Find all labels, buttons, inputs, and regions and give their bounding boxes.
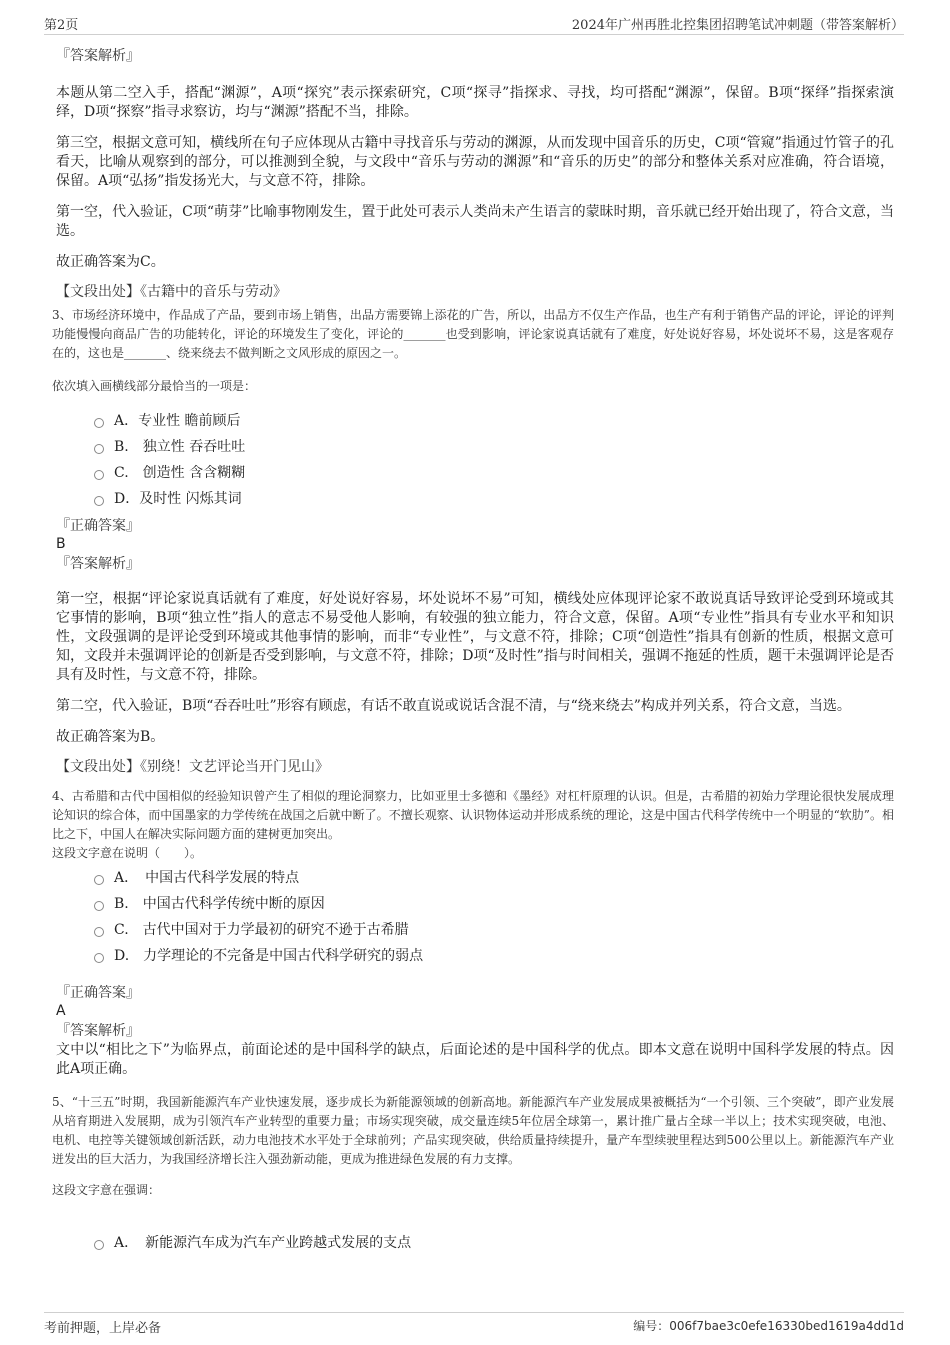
question-prompt: 这段文字意在强调：	[52, 1183, 161, 1197]
analysis-paragraph: 第一空，代入验证，C项“萌芽”比喻事物刚发生，置于此处可表示人类尚未产生语言的蒙昧时期，音乐就已经开始出现了，符合文意，当选。	[56, 204, 894, 239]
question-prompt: 依次填入画横线部分最恰当的一项是：	[52, 379, 257, 393]
radio-icon[interactable]	[94, 901, 104, 911]
page-footer	[44, 1312, 904, 1337]
answer-analysis-label: 『答案解析』	[56, 1023, 140, 1039]
option-a[interactable]: A． 中国古代科学发展的特点	[94, 865, 894, 891]
option-a[interactable]: A． 新能源汽车成为汽车产业跨越式发展的支点	[94, 1230, 894, 1256]
options-list	[56, 408, 894, 512]
page-number: 第2页	[44, 18, 79, 33]
document-code: 编号：006f7bae3c0efe16330bed1619a4dd1d	[633, 1319, 904, 1333]
radio-icon[interactable]	[94, 953, 104, 963]
analysis-paragraph: 第一空，根据“评论家说真话就有了难度，好处说好容易，坏处说坏不易”可知，横线处应体现评论家不敢说真话导致评论受到环境或其它事情的影响，B项“独立性”指人的意志不易受他人影响，有较强的独立能力，符合文意，保留。A项“专业性”指具有专业水平和知识性，文段强调的是评论受到环境或其他事情的影响，而非“专业性”，与文意不符，排除；C项“创造性”指具有创新的性质，根据文意可知，文段并未强调评论的创新是否受到影响，与文意不符，排除；D项“及时性”指与时间相关，强调不拖延的性质，题干未强调评论是否具有及时性，与文意不符，排除。	[56, 591, 894, 683]
option-a[interactable]: A．专业性 瞻前顾后	[94, 408, 894, 434]
document-title: 2024年广州再胜北控集团招聘笔试冲刺题（带答案解析）	[571, 18, 904, 33]
option-b[interactable]: B. 中国古代科学传统中断的原因	[94, 891, 894, 917]
question-stem: 5、“十三五”时期，我国新能源汽车产业快速发展，逐步成长为新能源领域的创新高地。新能源汽车产业发展成果被概括为“一个引领、三个突破”，即产业发展从培育期进入发展期，成为引领汽车产业转型的重要力量；市场实现突破，成交量连续5年位居全球第一，累计推广量占全球一半以上；技术实现突破，电池、电机、电控等关键领域创新活跃，动力电池技术水平处于全球前列；产品实现突破，供给质量持续提升，量产车型续驶里程达到500公里以上。新能源汽车产业迸发出的巨大活力，为我国经济增长注入强劲新动能，更成为推进绿色发展的有力支撑。	[52, 1095, 894, 1166]
correct-answer-value: B	[56, 536, 66, 552]
radio-icon[interactable]	[94, 470, 104, 480]
answer-analysis-label: 『答案解析』	[56, 556, 140, 572]
final-answer-line: 故正确答案为B。	[56, 729, 165, 745]
answer-analysis-label: 『答案解析』	[56, 48, 140, 64]
option-b[interactable]: B. 独立性 吞吞吐吐	[94, 434, 894, 460]
option-c[interactable]: C. 古代中国对于力学最初的研究不逊于古希腊	[94, 917, 894, 943]
question-stem: 3、市场经济环境中，作品成了产品，要到市场上销售，出品方需要锦上添花的广告，所以，出品方不仅生产作品，也生产有利于销售产品的评论，评论的评判功能慢慢向商品广告的功能转化，评论的环境发生了变化，评论的_______也受到影响，评论家说真话就有了难度，好处说好容易，坏处说坏不易，这是客观存在的，这也是_______、绕来绕去不做判断之文风形成的原因之一。	[52, 308, 894, 360]
footer-slogan: 考前押题，上岸必备	[44, 1321, 162, 1336]
radio-icon[interactable]	[94, 444, 104, 454]
correct-answer-label: 『正确答案』	[56, 985, 140, 1001]
source-line: 【文段出处】《古籍中的音乐与劳动》	[56, 284, 287, 300]
correct-answer-label: 『正确答案』	[56, 518, 140, 534]
radio-icon[interactable]	[94, 927, 104, 937]
analysis-paragraph: 文中以“相比之下”为临界点，前面论述的是中国科学的缺点，后面论述的是中国科学的优点。即本文意在说明中国科学发展的特点。因此A项正确。	[56, 1042, 894, 1077]
option-d[interactable]: D. 力学理论的不完备是中国古代科学研究的弱点	[94, 943, 894, 969]
options-list	[56, 1230, 894, 1256]
analysis-paragraph: 第三空，根据文意可知，横线所在句子应体现从古籍中寻找音乐与劳动的渊源，从而发现中国音乐的历史，C项“管窥”指通过竹管子的孔看天，比喻从观察到的部分，可以推测到全貌，与文段中“音乐与劳动的渊源”和“音乐的历史”的部分和整体关系对应准确，符合语境，保留。A项“弘扬”指发扬光大，与文意不符，排除。	[56, 135, 894, 189]
document-body	[52, 40, 894, 1256]
radio-icon[interactable]	[94, 496, 104, 506]
page-header	[44, 14, 904, 35]
radio-icon[interactable]	[94, 875, 104, 885]
analysis-paragraph: 第二空，代入验证，B项“吞吞吐吐”形容有顾虑，有话不敢直说或说话含混不清，与“绕来绕去”构成并列关系，符合文意，当选。	[56, 698, 851, 714]
option-d[interactable]: D．及时性 闪烁其词	[94, 486, 894, 512]
options-list	[56, 865, 894, 969]
option-c[interactable]: C. 创造性 含含糊糊	[94, 460, 894, 486]
radio-icon[interactable]	[94, 1240, 104, 1250]
source-line: 【文段出处】《别绕！文艺评论当开门见山》	[56, 759, 329, 775]
radio-icon[interactable]	[94, 418, 104, 428]
correct-answer-value: A	[56, 1003, 66, 1019]
question-prompt: 这段文字意在说明（ ）。	[52, 846, 203, 860]
question-stem: 4、古希腊和古代中国相似的经验知识曾产生了相似的理论洞察力，比如亚里士多德和《墨经》对杠杆原理的认识。但是，古希腊的初始力学理论很快发展成理论知识的综合体，而中国墨家的力学传统在战国之后就中断了。不擅长观察、认识物体运动并形成系统的理论，这是中国古代科学传统中一个明显的“软肋”。相比之下，中国人在解决实际问题方面的建树更加突出。	[52, 789, 894, 841]
analysis-paragraph: 本题从第二空入手，搭配“渊源”，A项“探究”表示探索研究，C项“探寻”指探求、寻找，均可搭配“渊源”，保留。B项“探绎”指探索演绎，D项“探察”指寻求察访，均与“渊源”搭配不当，排除。	[56, 85, 894, 120]
final-answer-line: 故正确答案为C。	[56, 254, 165, 270]
